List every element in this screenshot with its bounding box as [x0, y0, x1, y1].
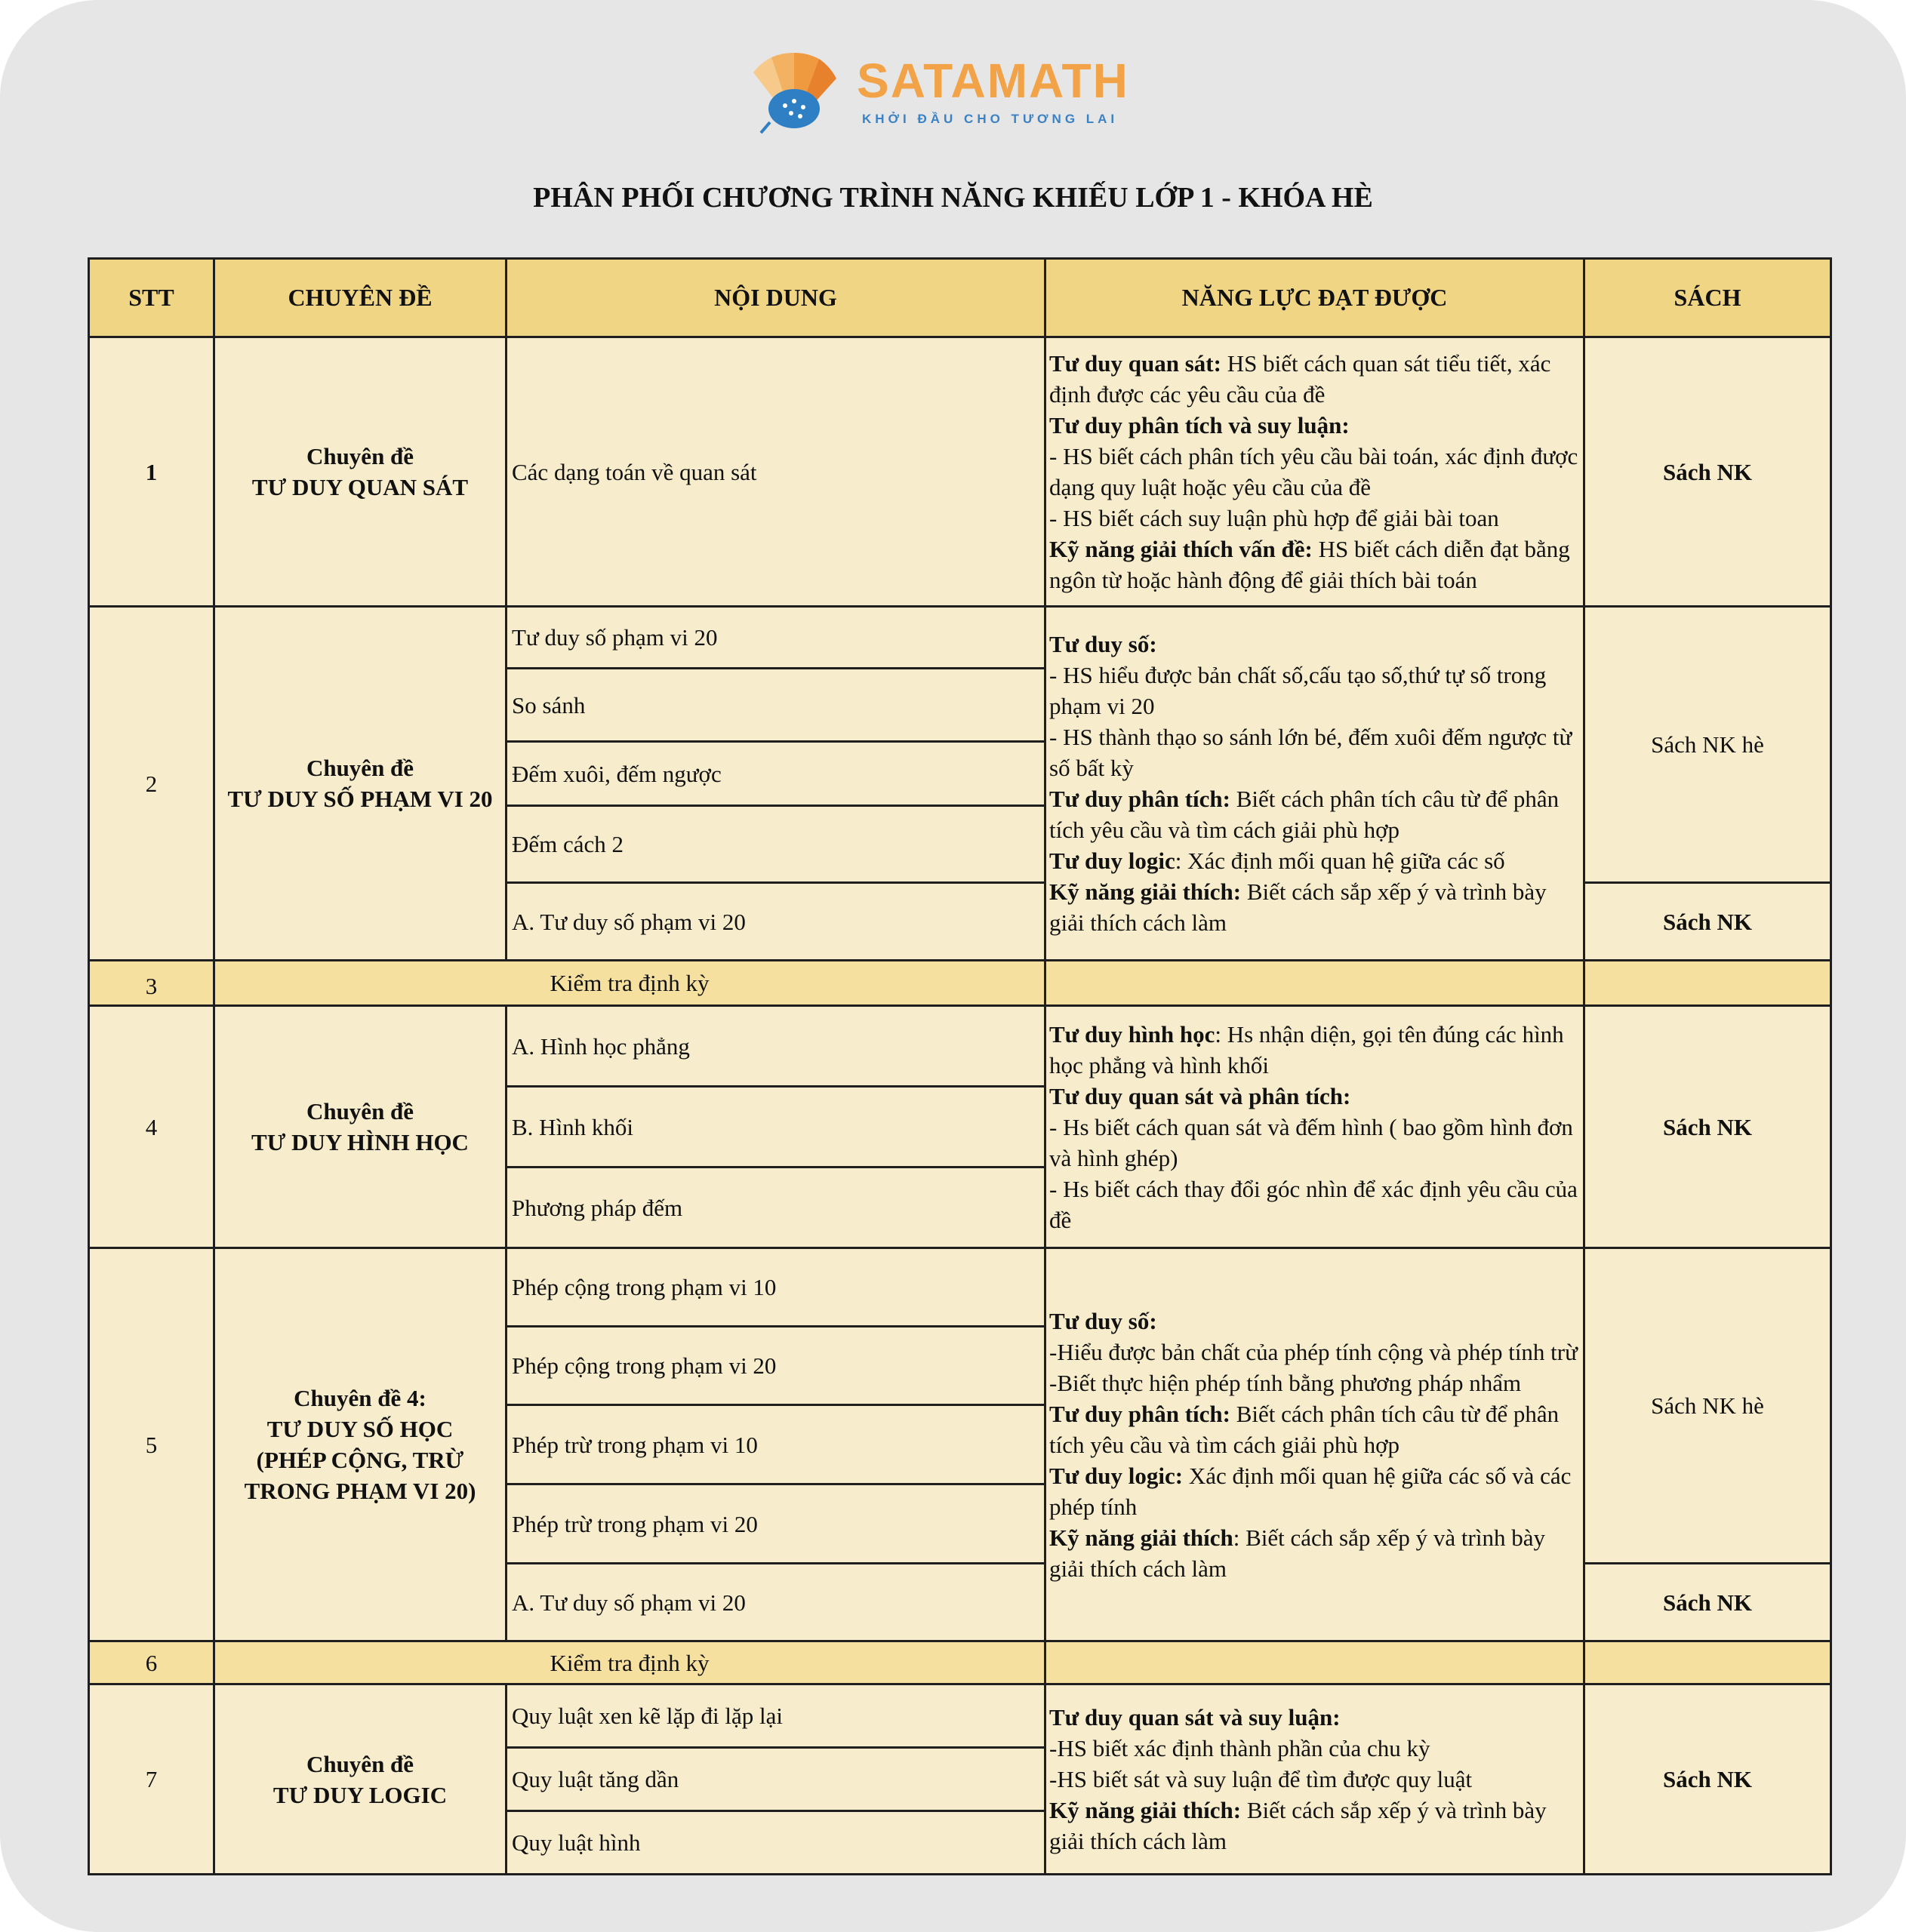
row-stt: 1 — [89, 337, 214, 607]
row-stt: 7 — [89, 1684, 214, 1875]
table-row — [89, 961, 1831, 1006]
content-cell: Phương pháp đếm — [507, 1168, 1045, 1248]
book-cell: Sách NK — [1584, 1006, 1831, 1248]
checkpoint-label: Kiểm tra định kỳ — [214, 1641, 1045, 1684]
content-cell: A. Hình học phẳng — [507, 1006, 1045, 1087]
content-cell: Đếm xuôi, đếm ngược — [507, 742, 1045, 806]
table-row — [89, 607, 1831, 669]
content-cell: Tư duy số phạm vi 20 — [507, 607, 1045, 669]
book-cell: Sách NK — [1584, 1684, 1831, 1875]
page-title: PHÂN PHỐI CHƯƠNG TRÌNH NĂNG KHIẾU LỚP 1 - KHÓA HÈ — [533, 182, 1373, 214]
content-cell: Phép cộng trong phạm vi 20 — [507, 1327, 1045, 1405]
ability-cell: Tư duy quan sát: HS biết cách quan sát tiểu tiết, xác định được các yêu cầu của đề Tư duy phân tích và suy luận: - HS biết cách phân tích yêu cầu bài toán, xác định được dạng quy luật hoặc yêu cầu của đề - HS biết cách suy luận phù hợp để giải bài toan Kỹ năng giải thích vấn đề: HS biết cách diễn đạt bằng ngôn từ hoặc hành động để giải thích bài toán — [1045, 337, 1584, 607]
header-topic: CHUYÊN ĐỀ — [214, 259, 507, 337]
empty-cell — [1045, 961, 1584, 1006]
table-header-row — [89, 259, 1831, 337]
table-row — [89, 1641, 1831, 1684]
content-cell: A. Tư duy số phạm vi 20 — [507, 883, 1045, 961]
table-row — [89, 1006, 1831, 1087]
row-stt: 6 — [89, 1641, 214, 1684]
content-cell: Quy luật tăng dần — [507, 1748, 1045, 1811]
table-row — [89, 337, 1831, 607]
content-cell: Quy luật xen kẽ lặp đi lặp lại — [507, 1684, 1045, 1748]
content-cell: A. Tư duy số phạm vi 20 — [507, 1564, 1045, 1641]
content-cell: Quy luật hình — [507, 1811, 1045, 1875]
content-cell: Các dạng toán về quan sát — [507, 337, 1045, 607]
book-cell: Sách NK — [1584, 337, 1831, 607]
content-cell: Phép cộng trong phạm vi 10 — [507, 1248, 1045, 1327]
ability-cell: Tư duy quan sát và suy luận: -HS biết xác định thành phần của chu kỳ -HS biết sát và suy luận để tìm được quy luật Kỹ năng giải thích: Biết cách sắp xếp ý và trình bày giải thích cách làm — [1045, 1684, 1584, 1875]
empty-cell — [1584, 961, 1831, 1006]
book-cell: Sách NK — [1584, 1564, 1831, 1641]
empty-cell — [1584, 1641, 1831, 1684]
checkpoint-label: Kiểm tra định kỳ — [214, 961, 1045, 1006]
table-row — [89, 1248, 1831, 1327]
topic-cell: Chuyên đề TƯ DUY HÌNH HỌC — [214, 1006, 507, 1248]
content-cell: Phép trừ trong phạm vi 20 — [507, 1484, 1045, 1564]
curriculum-table — [88, 257, 1832, 1875]
topic-cell: Chuyên đề 4: TƯ DUY SỐ HỌC (PHÉP CỘNG, TRỪ TRONG PHẠM VI 20) — [214, 1248, 507, 1641]
brand-tagline: KHỞI ĐẦU CHO TƯƠNG LAI — [862, 112, 1119, 126]
brand-name: SATAMATH — [857, 54, 1129, 108]
row-stt: 3 — [89, 961, 214, 1006]
ability-cell: Tư duy số: - HS hiểu được bản chất số,cấu tạo số,thứ tự số trong phạm vi 20 - HS thành thạo so sánh lớn bé, đếm xuôi đếm ngược từ số bất kỳ Tư duy phân tích: Biết cách phân tích câu từ để phân tích yêu cầu và tìm cách giải phù hợp Tư duy logic: Xác định mối quan hệ giữa các số Kỹ năng giải thích: Biết cách sắp xếp ý và trình bày giải thích cách làm — [1045, 607, 1584, 961]
header-book: SÁCH — [1584, 259, 1831, 337]
book-cell: Sách NK hè — [1584, 607, 1831, 883]
row-stt: 5 — [89, 1248, 214, 1641]
row-stt: 2 — [89, 607, 214, 961]
content-cell: So sánh — [507, 669, 1045, 742]
header-stt: STT — [89, 259, 214, 337]
content-cell: Đếm cách 2 — [507, 806, 1045, 883]
brain-logo-icon — [747, 50, 842, 137]
row-stt: 4 — [89, 1006, 214, 1248]
table-row — [89, 1684, 1831, 1748]
topic-cell: Chuyên đề TƯ DUY SỐ PHẠM VI 20 — [214, 607, 507, 961]
ability-cell: Tư duy hình học: Hs nhận diện, gọi tên đúng các hình học phẳng và hình khối Tư duy quan sát và phân tích: - Hs biết cách quan sát và đếm hình ( bao gồm hình đơn và hình ghép) - Hs biết cách thay đổi góc nhìn để xác định yêu cầu của đề — [1045, 1006, 1584, 1248]
header-ability: NĂNG LỰC ĐẠT ĐƯỢC — [1045, 259, 1584, 337]
topic-cell: Chuyên đề TƯ DUY QUAN SÁT — [214, 337, 507, 607]
book-cell: Sách NK — [1584, 883, 1831, 961]
satamath-logo — [747, 50, 1140, 140]
book-cell: Sách NK hè — [1584, 1248, 1831, 1564]
ability-cell: Tư duy số: -Hiểu được bản chất của phép tính cộng và phép tính trừ -Biết thực hiện phép tính bằng phương pháp nhẩm Tư duy phân tích: Biết cách phân tích câu từ để phân tích yêu cầu và tìm cách giải phù hợp Tư duy logic: Xác định mối quan hệ giữa các số và các phép tính Kỹ năng giải thích: Biết cách sắp xếp ý và trình bày giải thích cách làm — [1045, 1248, 1584, 1641]
content-cell: Phép trừ trong phạm vi 10 — [507, 1405, 1045, 1484]
header-content: NỘI DUNG — [507, 259, 1045, 337]
empty-cell — [1045, 1641, 1584, 1684]
topic-cell: Chuyên đề TƯ DUY LOGIC — [214, 1684, 507, 1875]
content-cell: B. Hình khối — [507, 1087, 1045, 1168]
